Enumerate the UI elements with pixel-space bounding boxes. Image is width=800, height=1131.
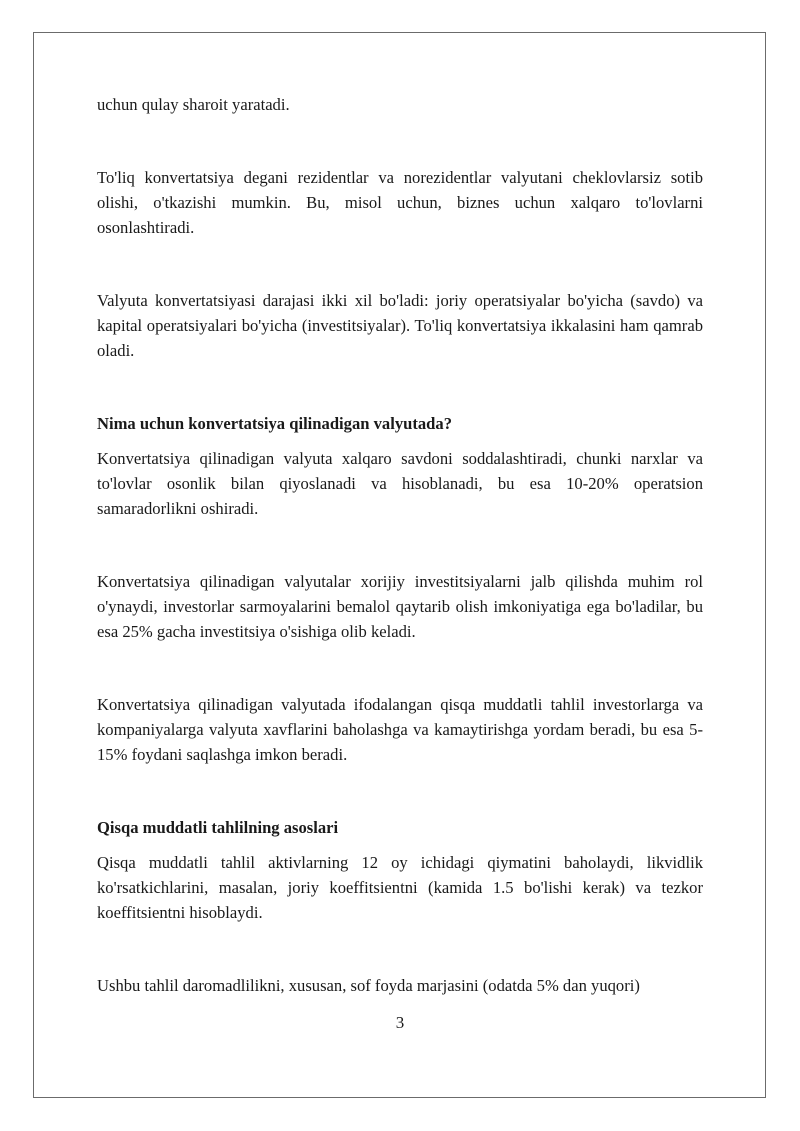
paragraph-currency-risk: Konvertatsiya qilinadigan valyutada ifodalangan qisqa muddatli tahlil investorlarga va kompaniyalarga valyuta xavflarini baholashga va kamaytirishga yordam beradi, bu esa 5-15% foydani saqlashga imkon beradi. — [97, 695, 703, 764]
section-heading-why-convertible: Nima uchun konvertatsiya qilinadigan valyutada? — [97, 414, 452, 433]
paragraph-foreign-investment: Konvertatsiya qilinadigan valyutalar xorijiy investitsiyalarni jalb qilishda muhim rol o'ynaydi, investorlar sarmoyalarini bemalol qaytarib olish imkoniyatiga ega bo'ladilar, bu esa 25% gacha investitsiya o'sishiga olib keladi. — [97, 572, 703, 641]
section-heading-short-term-basics: Qisqa muddatli tahlilning asoslari — [97, 818, 339, 837]
document-body — [97, 92, 703, 998]
paragraph-trade-simplification: Konvertatsiya qilinadigan valyuta xalqaro savdoni soddalashtiradi, chunki narxlar va to'lovlar osonlik bilan qiyoslanadi va hisoblanadi, bu esa 10-20% operatsion samaradorlikni oshiradi. — [97, 449, 703, 518]
paragraph-liquidity-ratios: Qisqa muddatli tahlil aktivlarning 12 oy ichidagi qiymatini baholaydi, likvidlik ko'rsatkichlarini, masalan, joriy koeffitsientni (kamida 1.5 bo'lishi kerak) va tezkor koeffitsientni hisoblaydi. — [97, 853, 703, 922]
page-number: 3 — [395, 1013, 405, 1032]
paragraph-convertibility-levels: Valyuta konvertatsiyasi darajasi ikki xil bo'ladi: joriy operatsiyalar bo'yicha (savdo) va kapital operatsiyalari bo'yicha (investitsiyalar). To'liq konvertatsiya ikkalasini ham qamrab oladi. — [97, 291, 703, 360]
paragraph-continuation: uchun qulay sharoit yaratadi. — [97, 95, 290, 114]
paragraph-full-convertibility: To'liq konvertatsiya degani rezidentlar va norezidentlar valyutani cheklovlarsiz sotib olishi, o'tkazishi mumkin. Bu, misol uchun, biznes uchun xalqaro to'lovlarni osonlashtiradi. — [97, 168, 703, 237]
paragraph-profitability: Ushbu tahlil daromadlilikni, xususan, sof foyda marjasini (odatda 5% dan yuqori) — [97, 976, 640, 995]
